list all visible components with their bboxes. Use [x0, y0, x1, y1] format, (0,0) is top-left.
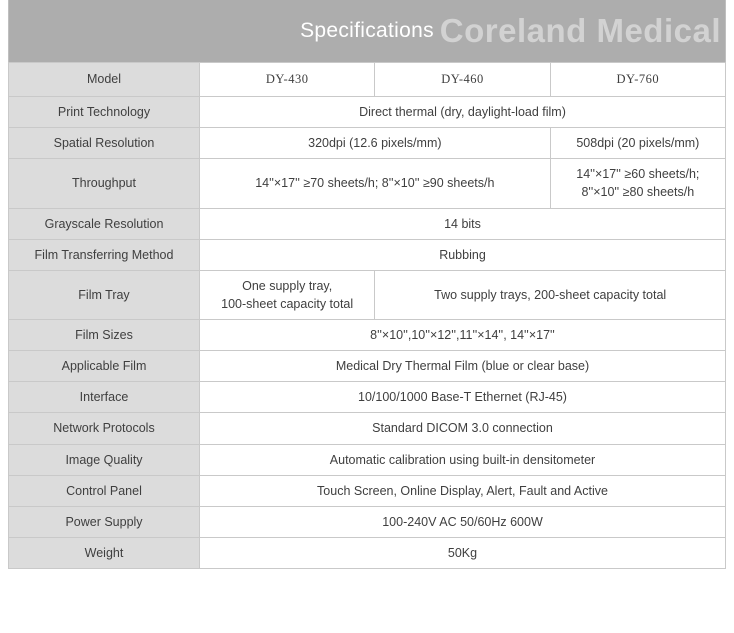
page-title: Specifications	[300, 19, 434, 42]
row-label: Spatial Resolution	[9, 128, 200, 159]
table-row	[9, 270, 726, 319]
row-value: Direct thermal (dry, daylight-load film)	[200, 97, 726, 128]
row-value: Two supply trays, 200-sheet capacity total	[375, 270, 726, 319]
row-value-line2: 8''×10'' ≥80 sheets/h	[581, 185, 695, 200]
table-row	[9, 97, 726, 128]
row-label: Control Panel	[9, 475, 200, 506]
row-value: Standard DICOM 3.0 connection	[200, 413, 726, 444]
row-label: Film Transferring Method	[9, 239, 200, 270]
table-row	[9, 475, 726, 506]
row-label: Film Sizes	[9, 320, 200, 351]
table-row	[9, 63, 726, 97]
row-label: Interface	[9, 382, 200, 413]
row-value: 8''×10'',10''×12'',11''×14'', 14''×17''	[200, 320, 726, 351]
row-value: Rubbing	[200, 239, 726, 270]
row-label: Weight	[9, 537, 200, 568]
table-row	[9, 320, 726, 351]
table-row	[9, 239, 726, 270]
table-row	[9, 382, 726, 413]
row-value-line2: 100-sheet capacity total	[221, 296, 354, 311]
row-value: DY-430	[200, 63, 375, 97]
row-label: Network Protocols	[9, 413, 200, 444]
row-value: Automatic calibration using built-in densitometer	[200, 444, 726, 475]
row-value: Touch Screen, Online Display, Alert, Fault and Active	[200, 475, 726, 506]
row-value-line1: One supply tray,	[242, 278, 333, 293]
row-value	[200, 270, 375, 319]
row-label: Grayscale Resolution	[9, 208, 200, 239]
row-label: Image Quality	[9, 444, 200, 475]
brand-watermark: Coreland Medical	[439, 12, 721, 49]
specifications-table	[8, 62, 726, 569]
row-label: Film Tray	[9, 270, 200, 319]
table-row	[9, 208, 726, 239]
row-value: 508dpi (20 pixels/mm)	[550, 128, 725, 159]
specifications-header	[8, 0, 726, 62]
row-value: DY-760	[550, 63, 725, 97]
table-row	[9, 159, 726, 208]
table-row	[9, 351, 726, 382]
row-value-line1: 14''×17'' ≥60 sheets/h;	[576, 167, 700, 182]
row-value: 10/100/1000 Base-T Ethernet (RJ-45)	[200, 382, 726, 413]
row-value: DY-460	[375, 63, 550, 97]
row-label: Throughput	[9, 159, 200, 208]
row-value: 320dpi (12.6 pixels/mm)	[200, 128, 551, 159]
row-label: Print Technology	[9, 97, 200, 128]
row-value: 14 bits	[200, 208, 726, 239]
row-value	[550, 159, 725, 208]
row-label: Model	[9, 63, 200, 97]
row-label: Applicable Film	[9, 351, 200, 382]
row-label: Power Supply	[9, 506, 200, 537]
table-row	[9, 128, 726, 159]
row-value: Medical Dry Thermal Film (blue or clear base)	[200, 351, 726, 382]
row-value: 50Kg	[200, 537, 726, 568]
row-value: 14''×17'' ≥70 sheets/h; 8''×10'' ≥90 sheets/h	[200, 159, 551, 208]
table-row	[9, 506, 726, 537]
row-value: 100-240V AC 50/60Hz 600W	[200, 506, 726, 537]
table-row	[9, 413, 726, 444]
table-row	[9, 537, 726, 568]
table-row	[9, 444, 726, 475]
